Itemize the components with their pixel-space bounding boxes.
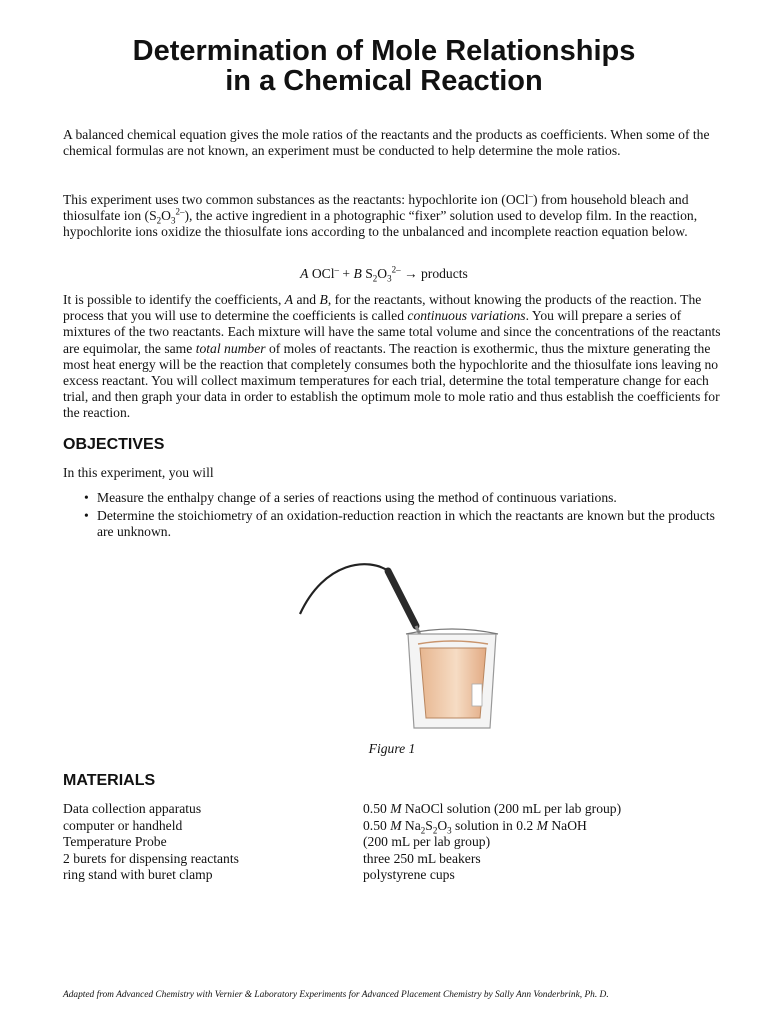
material-item: three 250 mL beakers: [363, 850, 481, 866]
method-paragraph: It is possible to identify the coefficients, A and B, for the reactants, without knowing the products of the reaction. The process that you will use to determine the coefficients is called continuous variations. You will prepare a series of mixtures of the two reactants. Each mixture will have the same total volume and since the concentrations of the reactants are equimolar, the same total number of moles of reactants. The reaction is exothermic, thus the mixture generating the most heat energy will be the reaction that completely consumes both the hypochlorite and the thiosulfate ions leaving no excess reactant. You will collect maximum temperatures for each trial, determine the total temperature change for each trial, and then graph your data in order to establish the optimum mole to mole ratio and thus establish the coefficients for the reaction.: [63, 292, 721, 421]
page-title-line-2: in a Chemical Reaction: [225, 65, 543, 97]
material-item: ring stand with buret clamp: [63, 867, 213, 883]
material-item: 0.50 M NaOCl solution (200 mL per lab group): [363, 801, 622, 816]
materials-right-column: [363, 801, 621, 884]
material-item: 0.50 M $Na_2S_2O_3$ solution in 0.2 M NaOH: [363, 817, 587, 836]
material-item: (200 mL per lab group): [363, 834, 491, 850]
beaker-icon: [408, 634, 496, 728]
bullet-icon: •: [84, 490, 89, 505]
bullet-icon: •: [84, 508, 89, 523]
probe-rod: [388, 571, 416, 626]
objective-item: • Measure the enthalpy change of a series of reactions using the method of continuous variations.: [84, 490, 617, 505]
materials-left-column: [63, 801, 239, 884]
material-item: polystyrene cups: [363, 867, 455, 883]
materials-heading: MATERIALS: [63, 772, 156, 789]
experiment-paragraph: This experiment uses two common substances as the reactants: hypochlorite ion (OCl–) from household bleach and thiosulfate ion $(S_2O_3^{2-})$, the active ingredient in a photographic “fixer” solution used to develop film. In the reaction, hypochlorite ions oxidize the thiosulfate ions according to the unbalanced and incomplete reaction equation below.: [63, 190, 698, 240]
objectives-intro: In this experiment, you will: [63, 465, 214, 480]
material-item: computer or handheld: [63, 817, 183, 833]
reaction-equation: A OCl– + B $S_2O_3^{2-}$ → products: [300, 264, 468, 284]
intro-paragraph: A balanced chemical equation gives the mole ratios of the reactants and the products as coefficients. When some of the chemical formulas are not known, an experiment must be conducted to help determine the mole ratios.: [63, 127, 710, 159]
objectives-list: [81, 490, 721, 542]
material-item: Temperature Probe: [63, 834, 167, 850]
material-item: 2 burets for dispensing reactants: [63, 850, 239, 866]
figure-temperature-probe-in-cup: [290, 548, 510, 738]
objectives-heading: OBJECTIVES: [63, 436, 165, 453]
footer-credit: Adapted from Advanced Chemistry with Vernier & Laboratory Experiments for Advanced Placement Chemistry by Sally Ann Vonderbrink, Ph. D.: [63, 990, 609, 1000]
figure-caption: Figure 1: [368, 741, 416, 756]
page-title-line-1: Determination of Mole Relationships: [132, 35, 636, 67]
material-item: Data collection apparatus: [63, 801, 202, 816]
probe-cable: [300, 564, 390, 614]
objective-item: • Determine the stoichiometry of an oxidation-reduction reaction in which the reactants are known but the products are unknown.: [84, 508, 715, 539]
